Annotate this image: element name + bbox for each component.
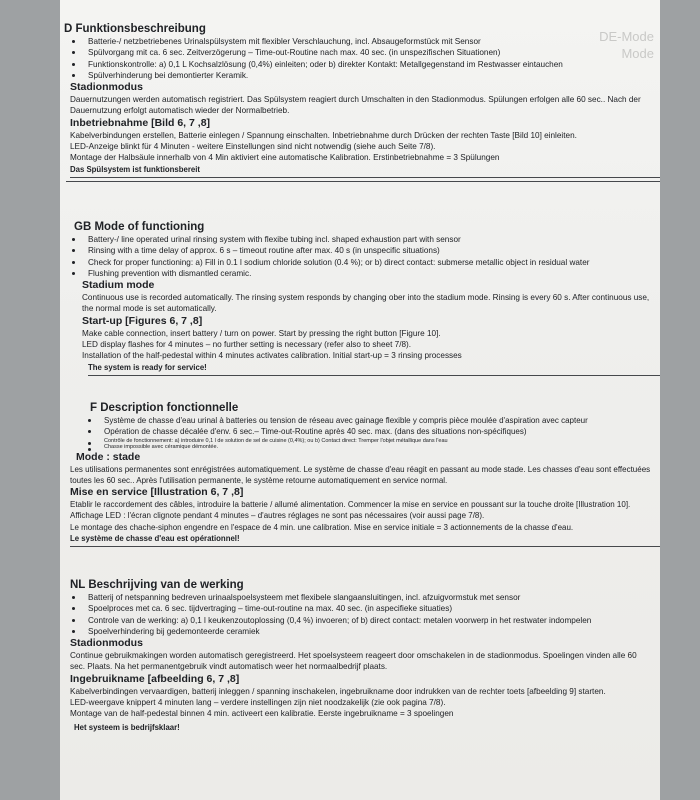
list-item: Batterij of netspanning bedreven urinaalspoelsysteem met flexibele slangaansluitingen, incl. afzuigvormstuk met sensor: [60, 592, 660, 603]
startup-line: LED-Anzeige blinkt für 4 Minuten - weitere Einstellungen sind nicht notwendig (siehe auch Seite 7/8).: [70, 142, 436, 152]
section-nl-heading: NL Beschrijving van de werking: [70, 579, 244, 591]
list-item: Check for proper functioning: a) Fill in 0.1 l sodium chloride solution (0.4 %); or b) direct contact: submerse metallic object in residual water: [60, 257, 660, 268]
list-item: Contrôle de fonctionnement: a) introduire 0,1 l de solution de sel de cuisine (0,4%); ou b) Contact direct: Tremper l'objet métallique dans l'eau: [76, 438, 660, 445]
section-fr-bullets: [76, 415, 660, 451]
list-item: Battery-/ line operated urinal rinsing system with flexibe tubing incl. shaped exhaustion part with sensor: [60, 234, 660, 245]
manual-page: [60, 0, 660, 800]
section-nl-ready: Het systeem is bedrijfsklaar!: [74, 722, 180, 732]
section-fr-ready: Le système de chasse d'eau est opérationnel!: [70, 533, 660, 547]
section-de: [60, 22, 660, 182]
list-item: Funktionskontrolle: a) 0,1 L Kochsalzlösung (0,4%) einleiten; oder b) direkter Kontakt: Metallgegenstand im Restwasser eintauchen: [60, 59, 660, 70]
list-item: Spülverhinderung bei demontierter Keramik.: [60, 70, 660, 81]
startup-line: Kabelverbindungen erstellen, Batterie einlegen / Spannung einschalten. Inbetriebnahme durch Drücken der rechten Taste [Bild 10] einleiten.: [70, 130, 577, 140]
section-nl-stadium-title: Stadionmodus: [70, 637, 143, 650]
startup-line: LED-weergave knippert 4 minuten lang – verdere instellingen zijn niet noodzakelijk (zie ook pagina 7/8).: [70, 698, 446, 708]
section-gb-ready: The system is ready for service!: [88, 362, 660, 376]
startup-line: LED display flashes for 4 minutes – no further setting is necessary (refer also to sheet 7/8).: [82, 340, 412, 350]
section-gb-startup-title: Start-up [Figures 6, 7 ,8]: [82, 314, 203, 327]
list-item: Flushing prevention with dismantled ceramic.: [60, 268, 660, 279]
list-item: Opération de chasse décalée d'env. 6 sec.– Time-out-Routine après 40 sec. max. (dans des situations non-spécifiques): [76, 426, 660, 437]
list-item: Batterie-/ netzbetriebenes Urinalspülsystem mit flexibler Verschlauchung, incl. Absaugeformstück mit Sensor: [60, 36, 660, 47]
section-fr-stadium-title: Mode : stade: [76, 450, 141, 463]
list-item: Controle van de werking: a) 0,1 l keukenzoutoplossing (0,4 %) invoeren; of b) direct contact: metalen voorwerp in het restwater indompelen: [60, 615, 660, 626]
startup-line: Etablir le raccordement des câbles, introduire la batterie / allumé alimentation. Commencer la mise en service en poussant sur la touche droite [Illustration 10].: [70, 500, 631, 510]
startup-line: Montage van de half-pedestal binnen 4 min. activeert een kalibratie. Eerste ingebruikname = 3 spoelingen: [70, 709, 454, 719]
section-gb-stadium-text: Continuous use is recorded automatically. The rinsing system responds by changing ober into the stadium mode. Rinsing is every 60 s. After continuous use, the normal mode is set automatically.: [82, 293, 650, 314]
section-gb-stadium-title: Stadium mode: [82, 279, 155, 292]
startup-line: Installation of the half-pedestal within 4 minutes activates calibration. Initial start-up = 3 rinsing processes: [82, 351, 462, 361]
section-nl: [60, 578, 660, 734]
section-fr-startup-title: Mise en service [Illustration 6, 7 ,8]: [70, 486, 244, 499]
section-fr-heading: F Description fonctionnelle: [90, 402, 239, 414]
divider: [66, 181, 660, 182]
section-nl-startup-title: Ingebruikname [afbeelding 6, 7 ,8]: [70, 672, 240, 685]
startup-line: Kabelverbindingen vervaardigen, batterij inleggen / spanning inschakelen, ingebruikname door indrukken van de rechter toets [afbeelding 9] starten.: [70, 686, 606, 696]
section-de-ready: Das Spülsystem ist funktionsbereit: [70, 164, 660, 178]
startup-line: Montage der Halbsäule innerhalb von 4 Min aktiviert eine automatische Kalibration. Erstinbetriebnahme = 3 Spülungen: [70, 153, 500, 163]
section-de-stadium-title: Stadionmodus: [70, 81, 143, 94]
section-de-stadium-text: Dauernutzungen werden automatisch registriert. Das Spülsystem reagiert durch Umschalten in den Stadionmodus. Spülungen erfolgen alle 60 sec.. Nach der Dauernutzung erfolgt automatisch wieder der Normalbetrieb.: [70, 95, 641, 116]
section-de-heading: D Funktionsbeschreibung: [64, 23, 206, 35]
section-de-bullets: [60, 36, 660, 81]
list-item: Chasse impossible avec céramique démontée.: [76, 444, 660, 451]
section-fr-stadium-text: Les utilisations permanentes sont enrégistrées automatiquement. Le système de chasse d'eau réagit en passant au mode stade. Les chasses d'eau sont effectuées toutes les 60 sec.. Après l'utilisation permanente, le système retourne automatiquement en service normal.: [70, 464, 651, 485]
list-item: Système de chasse d'eau urinal à batteries ou tension de réseau avec gainage flexible y compris pièce moulée d'aspiration avec capteur: [76, 415, 660, 426]
section-nl-stadium-text: Continue gebruikmakingen worden automatisch geregistreerd. Het spoelsysteem reageert door omschakelen in de stadionmodus. Spoelingen vinden alle 60 sec. Plaats. Na het permanentgebruik vindt automatisch weer het normaalbedrijf plaats.: [70, 651, 637, 672]
section-de-startup-title: Inbetriebnahme [Bild 6, 7 ,8]: [70, 116, 211, 129]
section-gb: [60, 220, 660, 376]
list-item: Spoelproces met ca. 6 sec. tijdvertraging – time-out-routine na max. 40 sec. (in aspecifieke situaties): [60, 603, 660, 614]
section-gb-heading: GB Mode of functioning: [74, 221, 205, 233]
section-gb-bullets: [60, 234, 660, 279]
startup-line: Make cable connection, insert battery / turn on power. Start by pressing the right button [Figure 10].: [82, 328, 441, 338]
section-fr: [60, 401, 660, 547]
list-item: Spoelverhindering bij gedemonteerde ceramiek: [60, 626, 660, 637]
startup-line: Le montage des chache-siphon engendre en l'espace de 4 min. une calibration. Mise en service initiale = 3 actionnements de la chasse d'eau.: [70, 522, 574, 532]
section-nl-bullets: [60, 592, 660, 637]
background-ghost-text: DE-Mode Mode: [599, 29, 654, 61]
startup-line: Affichage LED : l'écran clignote pendant 4 minutes – d'autres réglages ne sont pas nécessaires (voir aussi page 7/8).: [70, 511, 485, 521]
list-item: Rinsing with a time delay of approx. 6 s – timeout routine after max. 40 s (in unspecific situations): [60, 245, 660, 256]
list-item: Spülvorgang mit ca. 6 sec. Zeitverzögerung – Time-out-Routine nach max. 40 sec. (in unspezifischen Situationen): [60, 47, 660, 58]
